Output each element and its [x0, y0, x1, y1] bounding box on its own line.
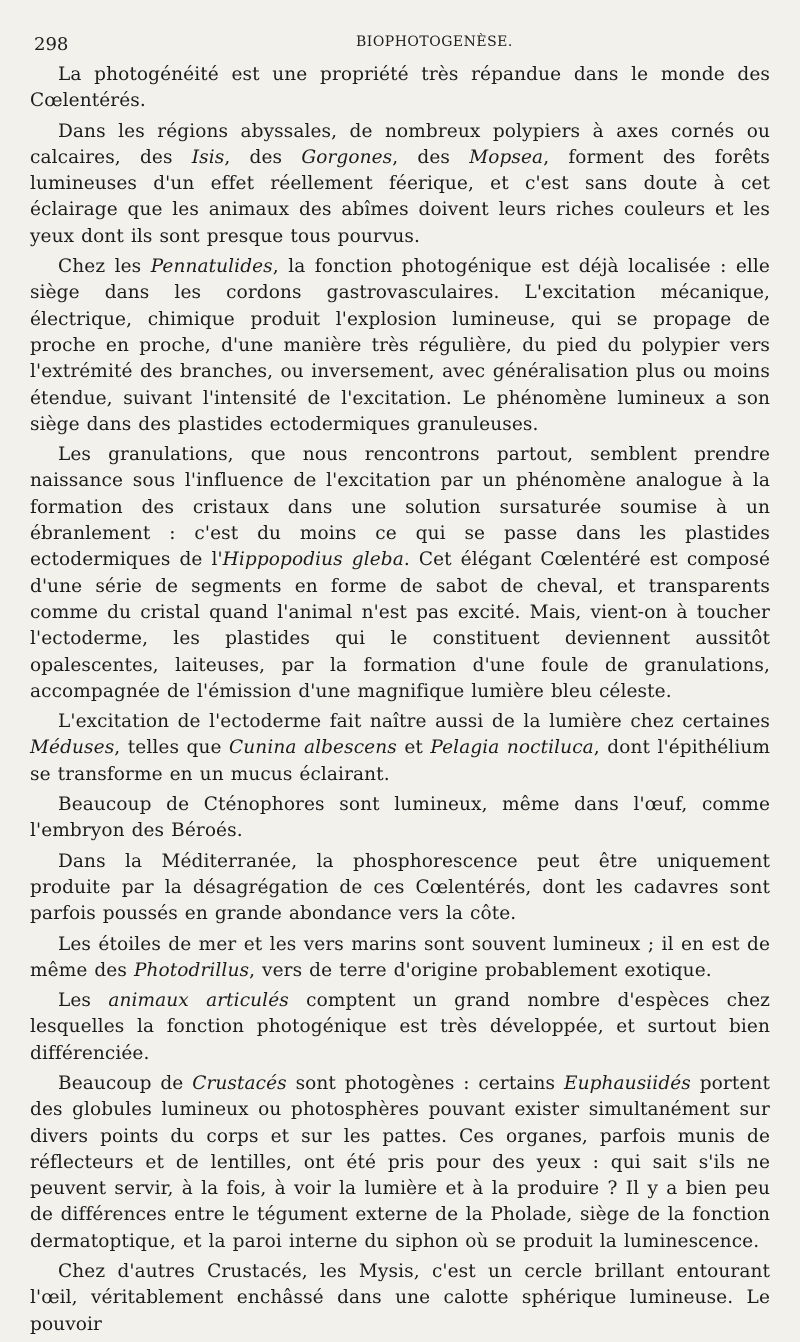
- book-page: [30, 28, 770, 1342]
- paragraph: [30, 709, 770, 788]
- paragraph: [30, 792, 770, 845]
- text-run: Beaucoup de: [58, 1072, 193, 1094]
- italic-term: Méduses: [30, 737, 115, 759]
- paragraph: [30, 932, 770, 985]
- paragraph: [30, 1071, 770, 1255]
- text-run: . Cet élégant Cœlentéré est composé d'une série de segments en forme de sabot de cheval, et transparents comme du cristal quand l'animal n'est pas excité. Mais, vient-on à toucher l'ectoderme, les plastides qui le constituent deviennent aussitôt opalescentes, laiteuses, par la formation d'une foule de granulations, accompagnée de l'émission d'une magnifique lumière bleu céleste.: [30, 549, 770, 702]
- text-run: , dont l'épithélium se transforme en un mucus éclairant.: [30, 737, 770, 785]
- text-run: L'excitation de l'ectoderme fait naître aussi de la lumière chez certaines: [58, 711, 770, 733]
- text-run: , la fonction photogénique est déjà localisée : elle siège dans les cordons gastrovasculaires. L'excitation mécanique, électrique, chimique produit l'explosion lumineuse, qui se propage de proche en proche, d'une manière très régulière, du pied du polypier vers l'extrémité des branches, ou inversement, avec généralisation plus ou moins étendue, suivant l'intensité de l'excitation. Le phénomène lumineux a son siège dans des plastides ectodermiques granuleuses.: [30, 256, 770, 435]
- text-run: comptent un grand nombre d'espèces chez lesquelles la fonction photogénique est très développée, et surtout bien différenciée.: [30, 990, 770, 1064]
- text-run: sont photogènes : certains: [286, 1072, 564, 1094]
- running-title: BIOPHOTOGENÈSE.: [356, 34, 513, 50]
- italic-term: Euphausiidés: [563, 1072, 691, 1094]
- paragraph: [30, 1259, 770, 1338]
- body-text: [30, 62, 770, 1338]
- text-run: Dans les régions abyssales, de nombreux polypiers à axes cornés ou calcaires, des: [30, 120, 770, 168]
- italic-term: animaux articulés: [108, 990, 289, 1012]
- italic-term: Pennatulides: [150, 256, 273, 278]
- italic-term: Pelagia noctiluca: [430, 737, 594, 759]
- text-run: Beaucoup de Cténophores sont lumineux, même dans l'œuf, comme l'embryon des Béroés.: [30, 794, 770, 842]
- italic-term: Photodrillus: [133, 959, 250, 981]
- paragraph: [30, 849, 770, 928]
- italic-term: Mopsea: [469, 146, 544, 168]
- text-run: , vers de terre d'origine probablement exotique.: [249, 959, 712, 981]
- paragraph: [30, 119, 770, 250]
- italic-term: Hippopodius gleba: [222, 549, 404, 571]
- paragraph: [30, 442, 770, 705]
- italic-term: Cunina albescens: [229, 737, 397, 759]
- text-run: , des: [224, 146, 302, 168]
- text-run: , des: [392, 146, 470, 168]
- page-number: 298: [34, 34, 69, 55]
- text-run: Les granulations, que nous rencontrons partout, semblent prendre naissance sous l'influence de l'excitation par un phénomène analogue à la formation des cristaux dans une solution sursaturée soumise à un ébranlement : c'est du moins ce qui se passe dans les plastides ectodermiques de l': [30, 444, 770, 571]
- italic-term: Gorgones: [301, 146, 393, 168]
- text-run: portent des globules lumineux ou photosphères pouvant exister simultanément sur divers points du corps et sur les pattes. Ces organes, parfois munis de réflecteurs et de lentilles, ont été pris pour des yeux : qui sait s'ils ne peuvent servir, à la fois, à voir la lumière et à la produire ? Il y a bien peu de différences entre le tégument externe de la Pholade, siège de la fonction dermatoptique, et la paroi interne du siphon où se produit la luminescence.: [30, 1072, 770, 1252]
- paragraph: [30, 62, 770, 115]
- paragraph: [30, 988, 770, 1067]
- text-run: Les étoiles de mer et les vers marins sont souvent lumineux ; il en est de même des: [30, 933, 770, 981]
- text-run: Chez les: [58, 256, 151, 278]
- text-run: et: [396, 737, 431, 759]
- running-head: [30, 28, 770, 58]
- paragraph: [30, 254, 770, 438]
- text-run: Dans la Méditerranée, la phosphorescence peut être uniquement produite par la désagrégation de ces Cœlentérés, dont les cadavres sont parfois poussés en grande abondance vers la côte.: [30, 850, 770, 925]
- text-run: Chez d'autres Crustacés, les Mysis, c'est un cercle brillant entourant l'œil, véritablement enchâssé dans une calotte sphérique lumineuse. Le pouvoir: [30, 1261, 770, 1335]
- text-run: , telles que: [114, 737, 230, 759]
- text-run: Les: [58, 990, 109, 1012]
- italic-term: Isis: [191, 146, 225, 168]
- italic-term: Crustacés: [192, 1072, 287, 1094]
- text-run: La photogénéité est une propriété très répandue dans le monde des Cœlentérés.: [30, 64, 770, 112]
- text-run: , forment des forêts lumineuses d'un effet réellement féerique, et c'est sans doute à cet éclairage que les animaux des abîmes doivent leurs riches couleurs et les yeux dont ils sont presque tous pourvus.: [30, 146, 770, 247]
